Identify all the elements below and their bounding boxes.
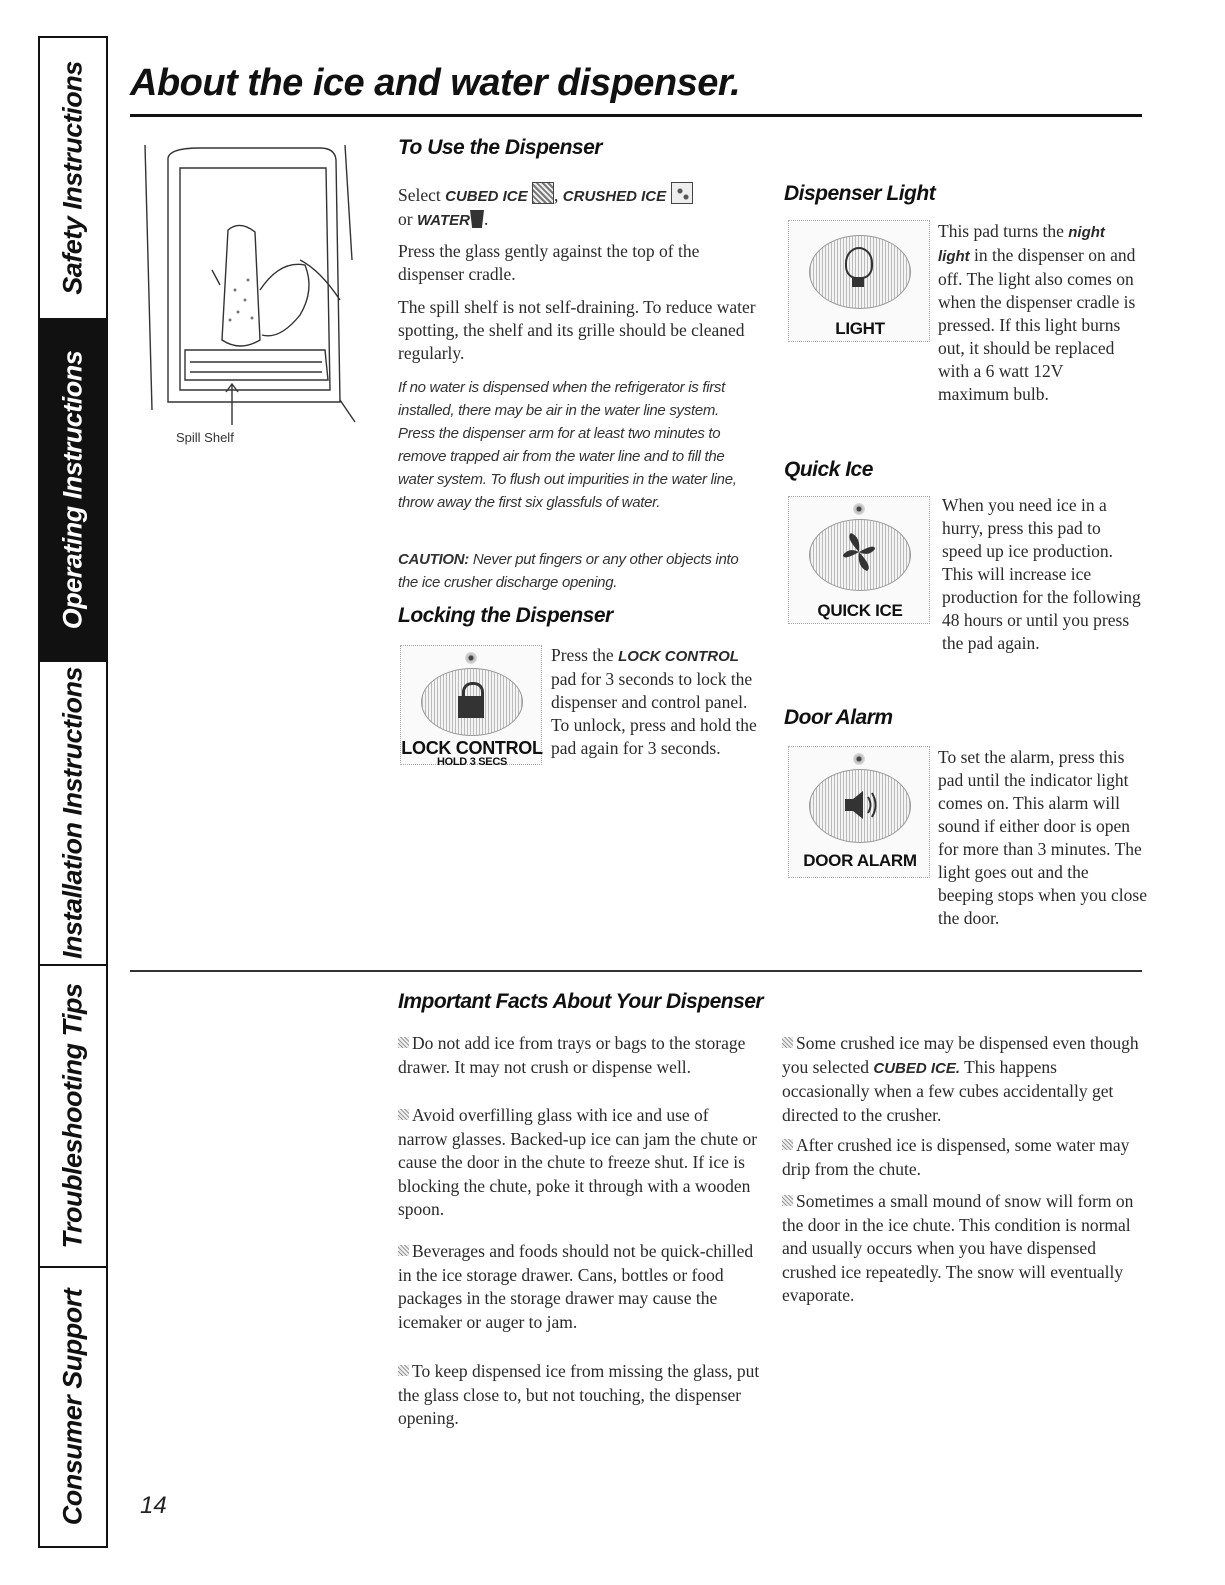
- or-text: or: [398, 209, 413, 229]
- light-pad: [788, 220, 930, 342]
- locking-paragraph: Press the LOCK CONTROL pad for 3 seconds to lock the dispenser and control panel. To unlock, press and hold the pad again for 3 seconds.: [551, 645, 757, 758]
- list-item: Some crushed ice may be dispensed even though you selected CUBED ICE. This happens occasionally when a few cubes accidentally get directed to the crusher.: [782, 1033, 1139, 1125]
- light-bulb-icon: [841, 247, 875, 291]
- caution-text: Never put fingers or any other objects into the ice crusher discharge opening.: [398, 551, 739, 591]
- page-title: About the ice and water dispenser.: [130, 62, 741, 104]
- hold-3-secs-label: HOLD 3 SECS: [436, 756, 508, 768]
- crushed-ice-icon: [671, 182, 693, 204]
- bullet-icon: [398, 1365, 409, 1376]
- dispenser-light-heading: Dispenser Light: [784, 182, 936, 205]
- indicator-light-icon: [853, 753, 865, 765]
- cubed-ice-keyword: CUBED ICE.: [873, 1059, 961, 1077]
- crushed-ice-keyword: CRUSHED ICE: [562, 188, 667, 205]
- caution-label: CAUTION:: [398, 551, 469, 568]
- list-item: Avoid overfilling glass with ice and use of narrow glasses. Backed-up ice can jam the chute or cause the door in the chute to freeze shut. If ice is blocking the chute, poke it through with a wooden spoon.: [398, 1105, 758, 1219]
- list-item: Sometimes a small mound of snow will form on the door in the ice chute. This condition is normal and usually occurs when you have dispensed crushed ice repeatedly. The snow will eventually evaporate.: [782, 1191, 1134, 1305]
- night-light-keyword: night light: [938, 224, 1105, 265]
- spill-shelf-caption: Spill Shelf: [176, 430, 234, 445]
- quick-ice-heading: Quick Ice: [784, 458, 873, 481]
- light-label: LIGHT: [835, 319, 885, 338]
- use-paragraph-2: The spill shelf is not self-draining. To reduce water spotting, the shelf and its grille should be cleaned regularly.: [398, 297, 756, 363]
- use-paragraph-1: Press the glass gently against the top of the dispenser cradle.: [398, 241, 700, 284]
- padlock-icon: [456, 682, 486, 720]
- section-sidebar: [38, 36, 108, 1548]
- speaker-icon: [841, 787, 881, 823]
- bullet-icon: [782, 1139, 793, 1150]
- cubed-ice-keyword: CUBED ICE: [445, 188, 528, 205]
- quick-ice-pad: [788, 496, 930, 624]
- list-item: Beverages and foods should not be quick-chilled in the ice storage drawer. Cans, bottles or food packages in the storage drawer may cause the icemaker or auger to jam.: [398, 1241, 754, 1332]
- air-in-line-note: If no water is dispensed when the refrigerator is first installed, there may be air in the water line system. Press the dispenser arm for at least two minutes to remove trapped air from the water line and to fill the water system. To flush out impurities in the water line, throw away the first six glassfuls of water.: [398, 379, 737, 511]
- quick-ice-paragraph: When you need ice in a hurry, press this pad to speed up ice production. This will increase ice production for the following 48 hours or until you press the pad again.: [942, 495, 1141, 653]
- quick-ice-label: QUICK ICE: [817, 601, 903, 620]
- indicator-light-icon: [853, 503, 865, 515]
- list-item: To keep dispensed ice from missing the glass, put the glass close to, but not touching, the dispenser opening.: [398, 1361, 760, 1428]
- cubed-ice-icon: [532, 182, 554, 204]
- bullet-icon: [782, 1037, 793, 1048]
- indicator-light-icon: [465, 652, 477, 664]
- lock-control-label: LOCK CONTROL: [401, 738, 543, 758]
- door-alarm-label: DOOR ALARM: [803, 851, 917, 870]
- dispenser-illustration: [140, 140, 365, 445]
- to-use-heading: To Use the Dispenser: [398, 136, 602, 159]
- list-item: After crushed ice is dispensed, some water may drip from the chute.: [782, 1135, 1130, 1179]
- tab-operating-instructions[interactable]: Operating Instructions: [40, 320, 106, 662]
- caution-note: [398, 548, 758, 594]
- water-keyword: WATER: [416, 212, 471, 229]
- list-item: Do not add ice from trays or bags to the storage drawer. It may not crush or dispense well.: [398, 1033, 746, 1077]
- door-alarm-paragraph: To set the alarm, press this pad until the indicator light comes on. This alarm will sound if either door is open for more than 3 minutes. The light goes out and the beeping stops when you close the door.: [938, 747, 1147, 928]
- bullet-icon: [398, 1109, 409, 1120]
- lock-control-keyword: LOCK CONTROL: [618, 648, 739, 665]
- door-alarm-pad: [788, 746, 930, 878]
- important-facts-heading: Important Facts About Your Dispenser: [398, 990, 764, 1013]
- bullet-icon: [398, 1037, 409, 1048]
- title-rule: [130, 114, 1142, 117]
- locking-heading: Locking the Dispenser: [398, 604, 613, 627]
- page-number: 14: [140, 1492, 167, 1519]
- dispenser-drawing: [140, 140, 365, 440]
- dispenser-light-paragraph: This pad turns the night light in the dispenser on and off. The light also comes on when the dispenser cradle is pressed. If this light burns out, it should be replaced with a 6 watt 12V maximum bulb.: [938, 221, 1136, 404]
- tab-troubleshooting-tips[interactable]: Troubleshooting Tips: [40, 966, 106, 1268]
- door-alarm-heading: Door Alarm: [784, 706, 893, 729]
- tab-consumer-support[interactable]: Consumer Support: [57, 1288, 88, 1526]
- fan-icon: [841, 529, 877, 575]
- section-divider: [130, 970, 1142, 972]
- bullet-icon: [782, 1195, 793, 1206]
- lock-control-pad: [400, 645, 543, 768]
- select-line: Select CUBED ICE , CRUSHED ICE or WATER .: [398, 182, 768, 232]
- select-prefix: Select: [398, 185, 441, 205]
- water-icon: [470, 210, 484, 228]
- tab-safety-instructions[interactable]: Safety Instructions: [40, 38, 106, 320]
- bullet-icon: [398, 1245, 409, 1256]
- tab-installation-instructions[interactable]: Installation Instructions: [40, 662, 106, 966]
